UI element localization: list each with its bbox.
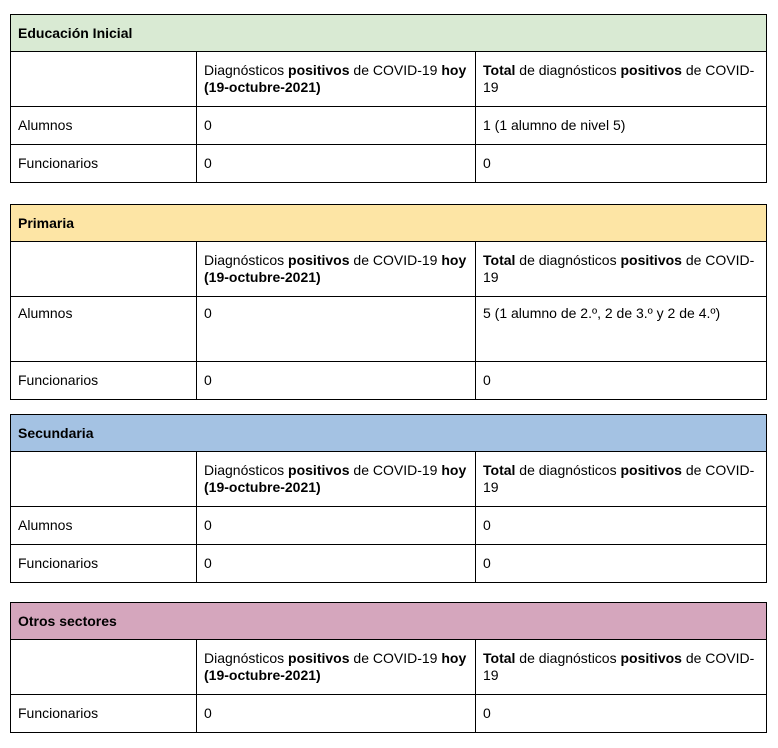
table-row bbox=[11, 107, 767, 145]
header-total: Total de diagnósticos positivos de COVID-19 bbox=[476, 452, 767, 507]
column-header-row bbox=[11, 452, 767, 507]
header-hoy: Diagnósticos positivos de COVID-19 hoy (19-octubre-2021) bbox=[197, 452, 476, 507]
cell-total: 1 (1 alumno de nivel 5) bbox=[476, 107, 767, 145]
section-header-fill bbox=[197, 603, 767, 640]
column-header-row bbox=[11, 640, 767, 695]
section-header-row bbox=[11, 415, 767, 452]
header-total: Total de diagnósticos positivos de COVID-19 bbox=[476, 242, 767, 297]
table-primaria bbox=[10, 204, 767, 400]
cell-hoy: 0 bbox=[197, 545, 476, 583]
column-header-row bbox=[11, 52, 767, 107]
row-label: Funcionarios bbox=[11, 695, 197, 733]
section-header-fill bbox=[197, 205, 767, 242]
cell-hoy: 0 bbox=[197, 507, 476, 545]
empty-header-cell bbox=[11, 452, 197, 507]
cell-total: 0 bbox=[476, 545, 767, 583]
section-header-row bbox=[11, 603, 767, 640]
table-row bbox=[11, 362, 767, 400]
section-title: Primaria bbox=[11, 205, 197, 242]
cell-hoy: 0 bbox=[197, 297, 476, 362]
section-title: Secundaria bbox=[11, 415, 197, 452]
section-header-row bbox=[11, 15, 767, 52]
section-title: Educación Inicial bbox=[11, 15, 197, 52]
cell-hoy: 0 bbox=[197, 145, 476, 183]
column-header-row bbox=[11, 242, 767, 297]
header-total: Total de diagnósticos positivos de COVID-19 bbox=[476, 52, 767, 107]
cell-total: 5 (1 alumno de 2.º, 2 de 3.º y 2 de 4.º) bbox=[476, 297, 767, 362]
section-header-fill bbox=[197, 15, 767, 52]
row-label: Alumnos bbox=[11, 297, 197, 362]
table-otros-sectores bbox=[10, 602, 767, 733]
section-title: Otros sectores bbox=[11, 603, 197, 640]
table-row bbox=[11, 545, 767, 583]
header-hoy: Diagnósticos positivos de COVID-19 hoy (19-octubre-2021) bbox=[197, 52, 476, 107]
row-label: Funcionarios bbox=[11, 362, 197, 400]
cell-total: 0 bbox=[476, 362, 767, 400]
row-label: Alumnos bbox=[11, 507, 197, 545]
section-header-row bbox=[11, 205, 767, 242]
empty-header-cell bbox=[11, 242, 197, 297]
empty-header-cell bbox=[11, 52, 197, 107]
header-total: Total de diagnósticos positivos de COVID-19 bbox=[476, 640, 767, 695]
header-hoy: Diagnósticos positivos de COVID-19 hoy (19-octubre-2021) bbox=[197, 640, 476, 695]
cell-hoy: 0 bbox=[197, 362, 476, 400]
table-row bbox=[11, 507, 767, 545]
row-label: Funcionarios bbox=[11, 545, 197, 583]
table-row bbox=[11, 297, 767, 362]
table-row bbox=[11, 145, 767, 183]
empty-header-cell bbox=[11, 640, 197, 695]
header-hoy: Diagnósticos positivos de COVID-19 hoy (19-octubre-2021) bbox=[197, 242, 476, 297]
table-secundaria bbox=[10, 414, 767, 583]
cell-total: 0 bbox=[476, 145, 767, 183]
section-header-fill bbox=[197, 415, 767, 452]
row-label: Funcionarios bbox=[11, 145, 197, 183]
cell-hoy: 0 bbox=[197, 695, 476, 733]
cell-total: 0 bbox=[476, 695, 767, 733]
cell-hoy: 0 bbox=[197, 107, 476, 145]
row-label: Alumnos bbox=[11, 107, 197, 145]
table-row bbox=[11, 695, 767, 733]
table-educacion-inicial bbox=[10, 14, 767, 183]
cell-total: 0 bbox=[476, 507, 767, 545]
